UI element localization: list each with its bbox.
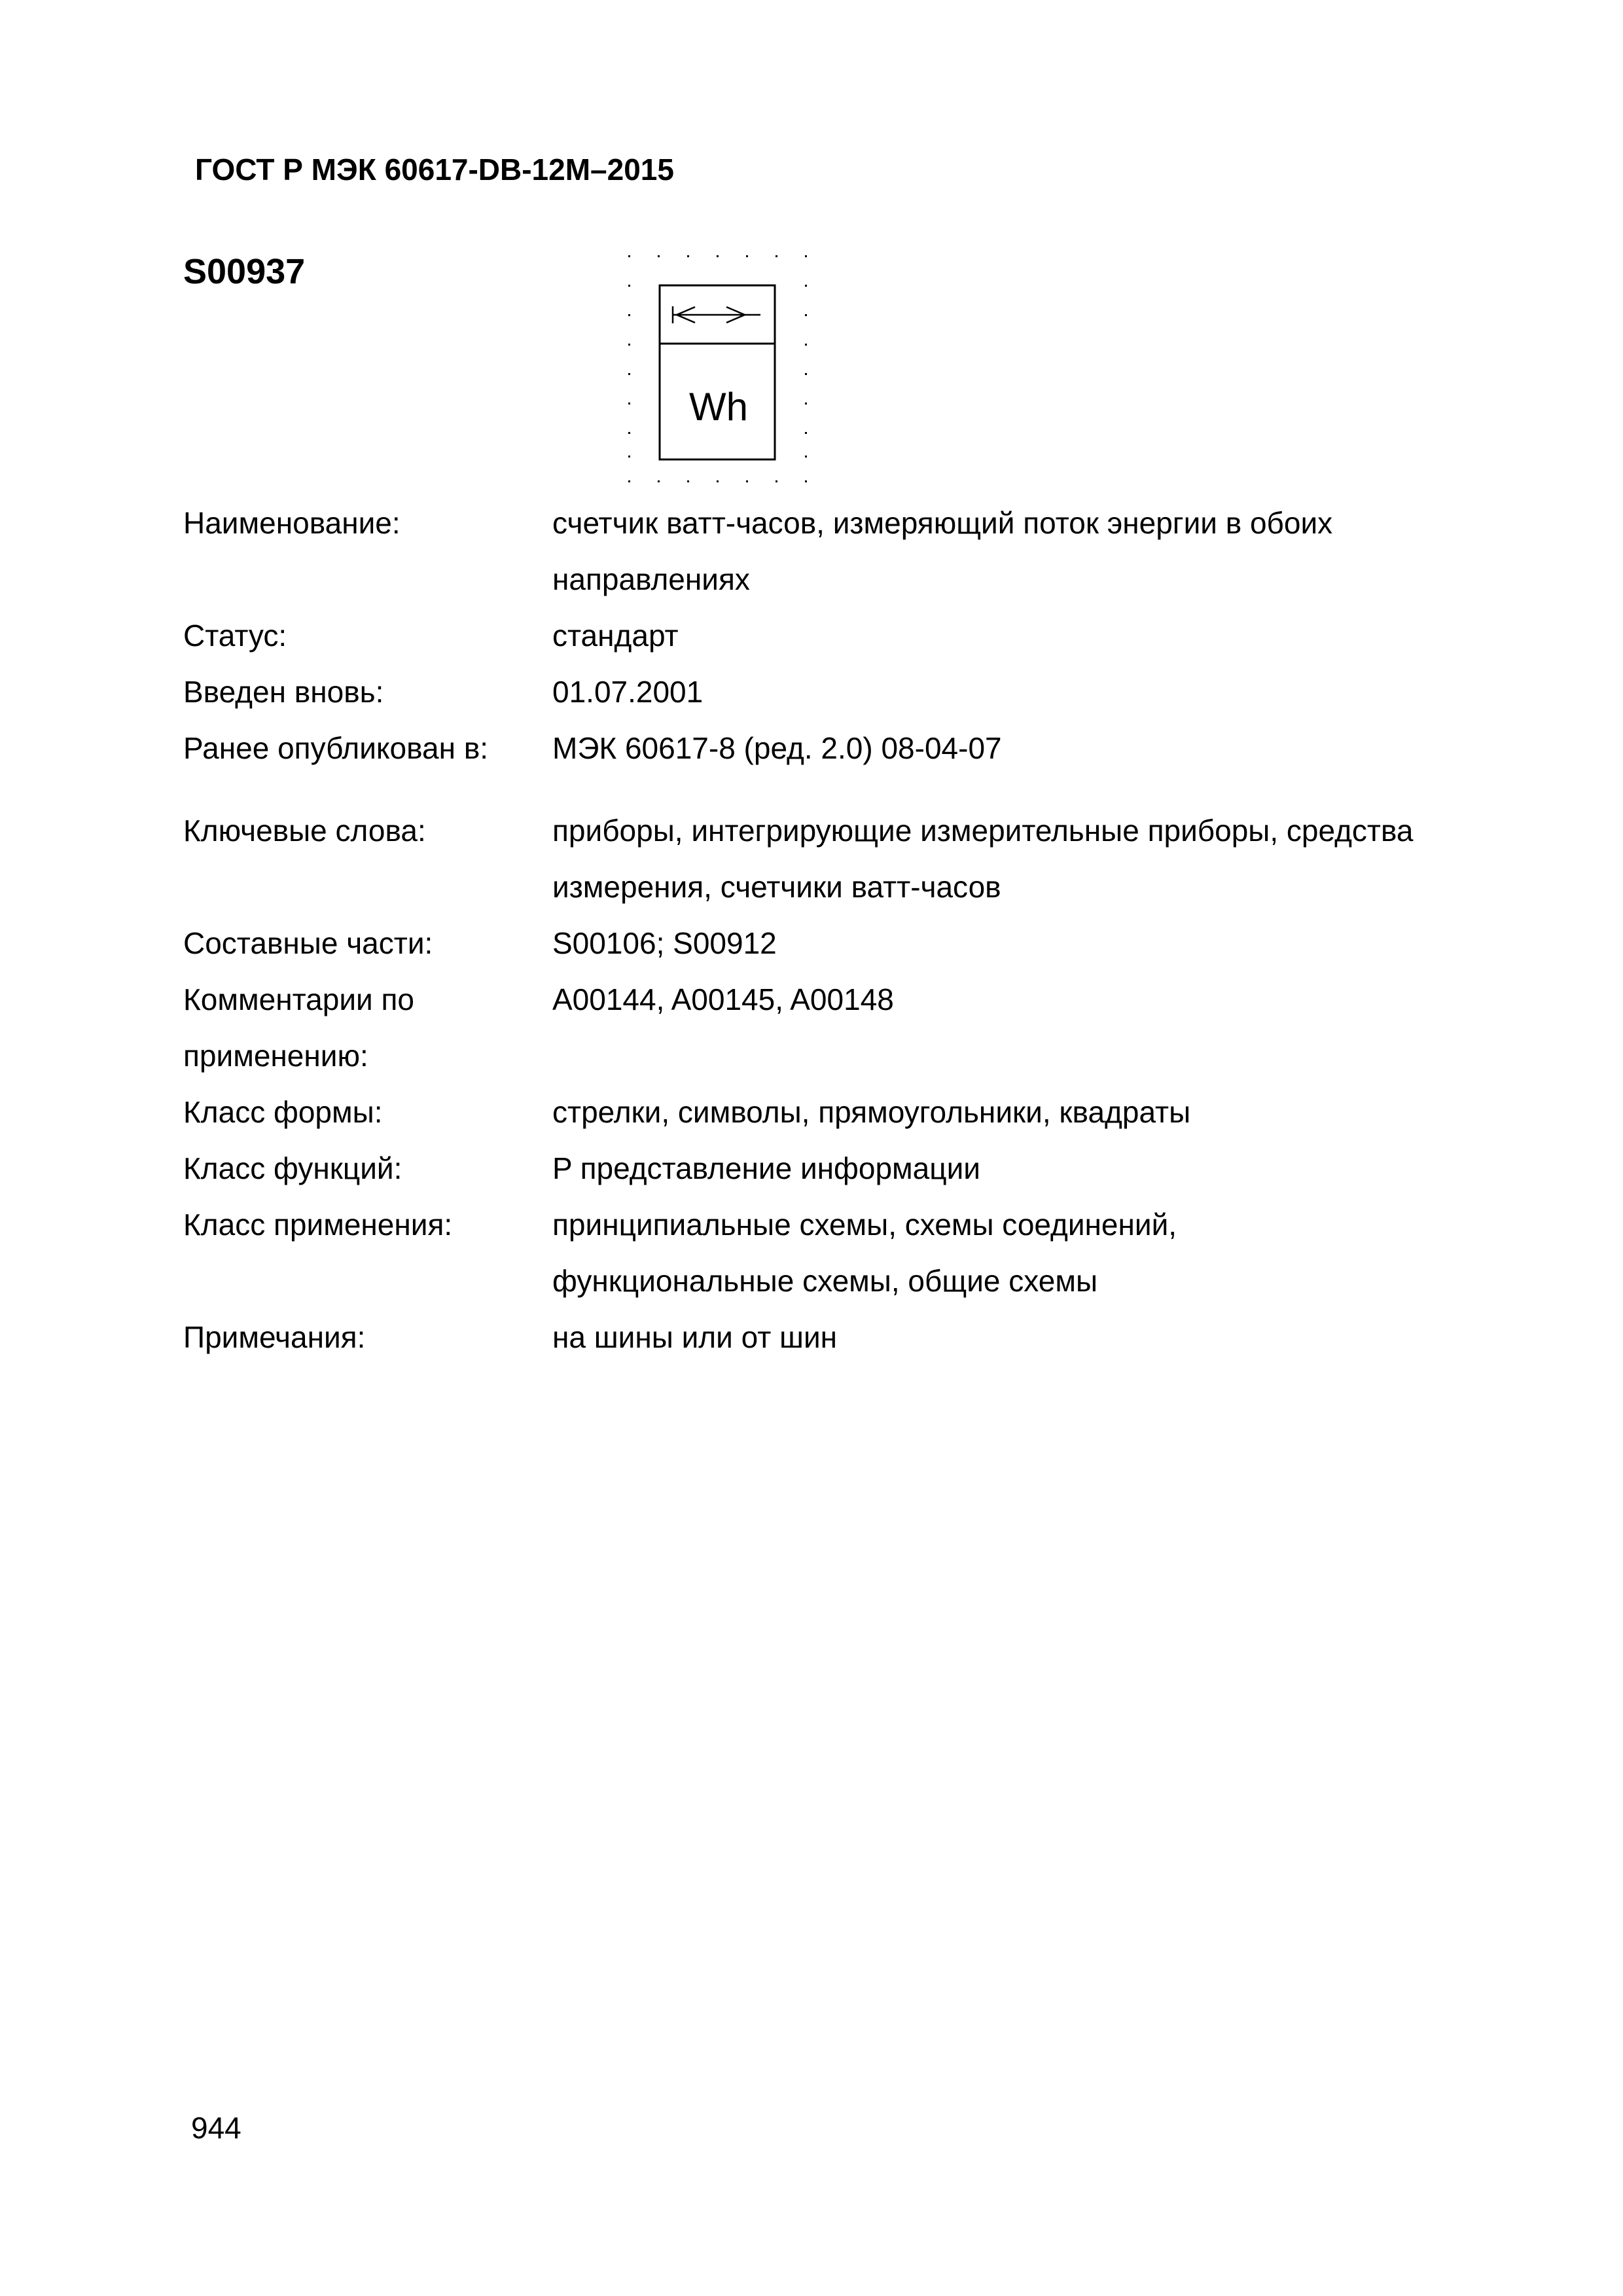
page-number: 944 [191, 2111, 241, 2145]
property-label: Класс применения: [183, 1208, 453, 1242]
property-label: Составные части: [183, 926, 433, 960]
property-label: Ключевые слова: [183, 814, 426, 848]
property-row-application-comments [183, 971, 1486, 1084]
property-row-application-class [183, 1196, 1486, 1309]
document-header: ГОСТ Р МЭК 60617-DB-12M–2015 [195, 152, 674, 187]
property-value: S00106; S00912 [552, 926, 777, 960]
properties-list [183, 495, 1486, 1365]
grid-dots [628, 255, 807, 482]
property-value: 01.07.2001 [552, 675, 704, 709]
property-label: Комментарии по применению: [183, 982, 414, 1073]
wh-label: Wh [689, 385, 748, 429]
property-row-introduced [183, 664, 1486, 720]
property-value: P представление информации [552, 1151, 980, 1185]
symbol-code: S00937 [183, 252, 306, 291]
property-value: на шины или от шин [552, 1320, 838, 1354]
property-label: Введен вновь: [183, 675, 384, 709]
property-label: Статус: [183, 619, 287, 653]
property-row-previously-published [183, 720, 1486, 776]
property-row-status [183, 607, 1486, 664]
property-label: Примечания: [183, 1320, 366, 1354]
property-value: стрелки, символы, прямоугольники, квадраты [552, 1095, 1191, 1129]
property-label: Класс формы: [183, 1095, 383, 1129]
meter-box [660, 285, 775, 459]
property-row-notes [183, 1309, 1486, 1365]
watt-hour-meter-symbol [622, 247, 818, 491]
property-label: Наименование: [183, 506, 401, 540]
property-value: A00144, A00145, A00148 [552, 982, 894, 1016]
property-row-keywords [183, 802, 1486, 915]
property-value: МЭК 60617-8 (ред. 2.0) 08-04-07 [552, 731, 1002, 765]
property-label: Ранее опубликован в: [183, 731, 489, 765]
property-label: Класс функций: [183, 1151, 402, 1185]
property-row-name [183, 495, 1486, 607]
property-row-shape-class [183, 1084, 1486, 1140]
property-row-function-class [183, 1140, 1486, 1196]
property-value: счетчик ватт-часов, измеряющий поток энергии в обоих направлениях [552, 506, 1333, 596]
property-row-components [183, 915, 1486, 971]
property-value: стандарт [552, 619, 679, 653]
symbol-graphic [622, 247, 818, 491]
property-value: приборы, интегрирующие измерительные приборы, средства измерения, счетчики ватт-часов [552, 814, 1414, 904]
bidirectional-arrow-icon [673, 306, 760, 323]
property-value: принципиальные схемы, схемы соединений, функциональные схемы, общие схемы [552, 1208, 1177, 1298]
